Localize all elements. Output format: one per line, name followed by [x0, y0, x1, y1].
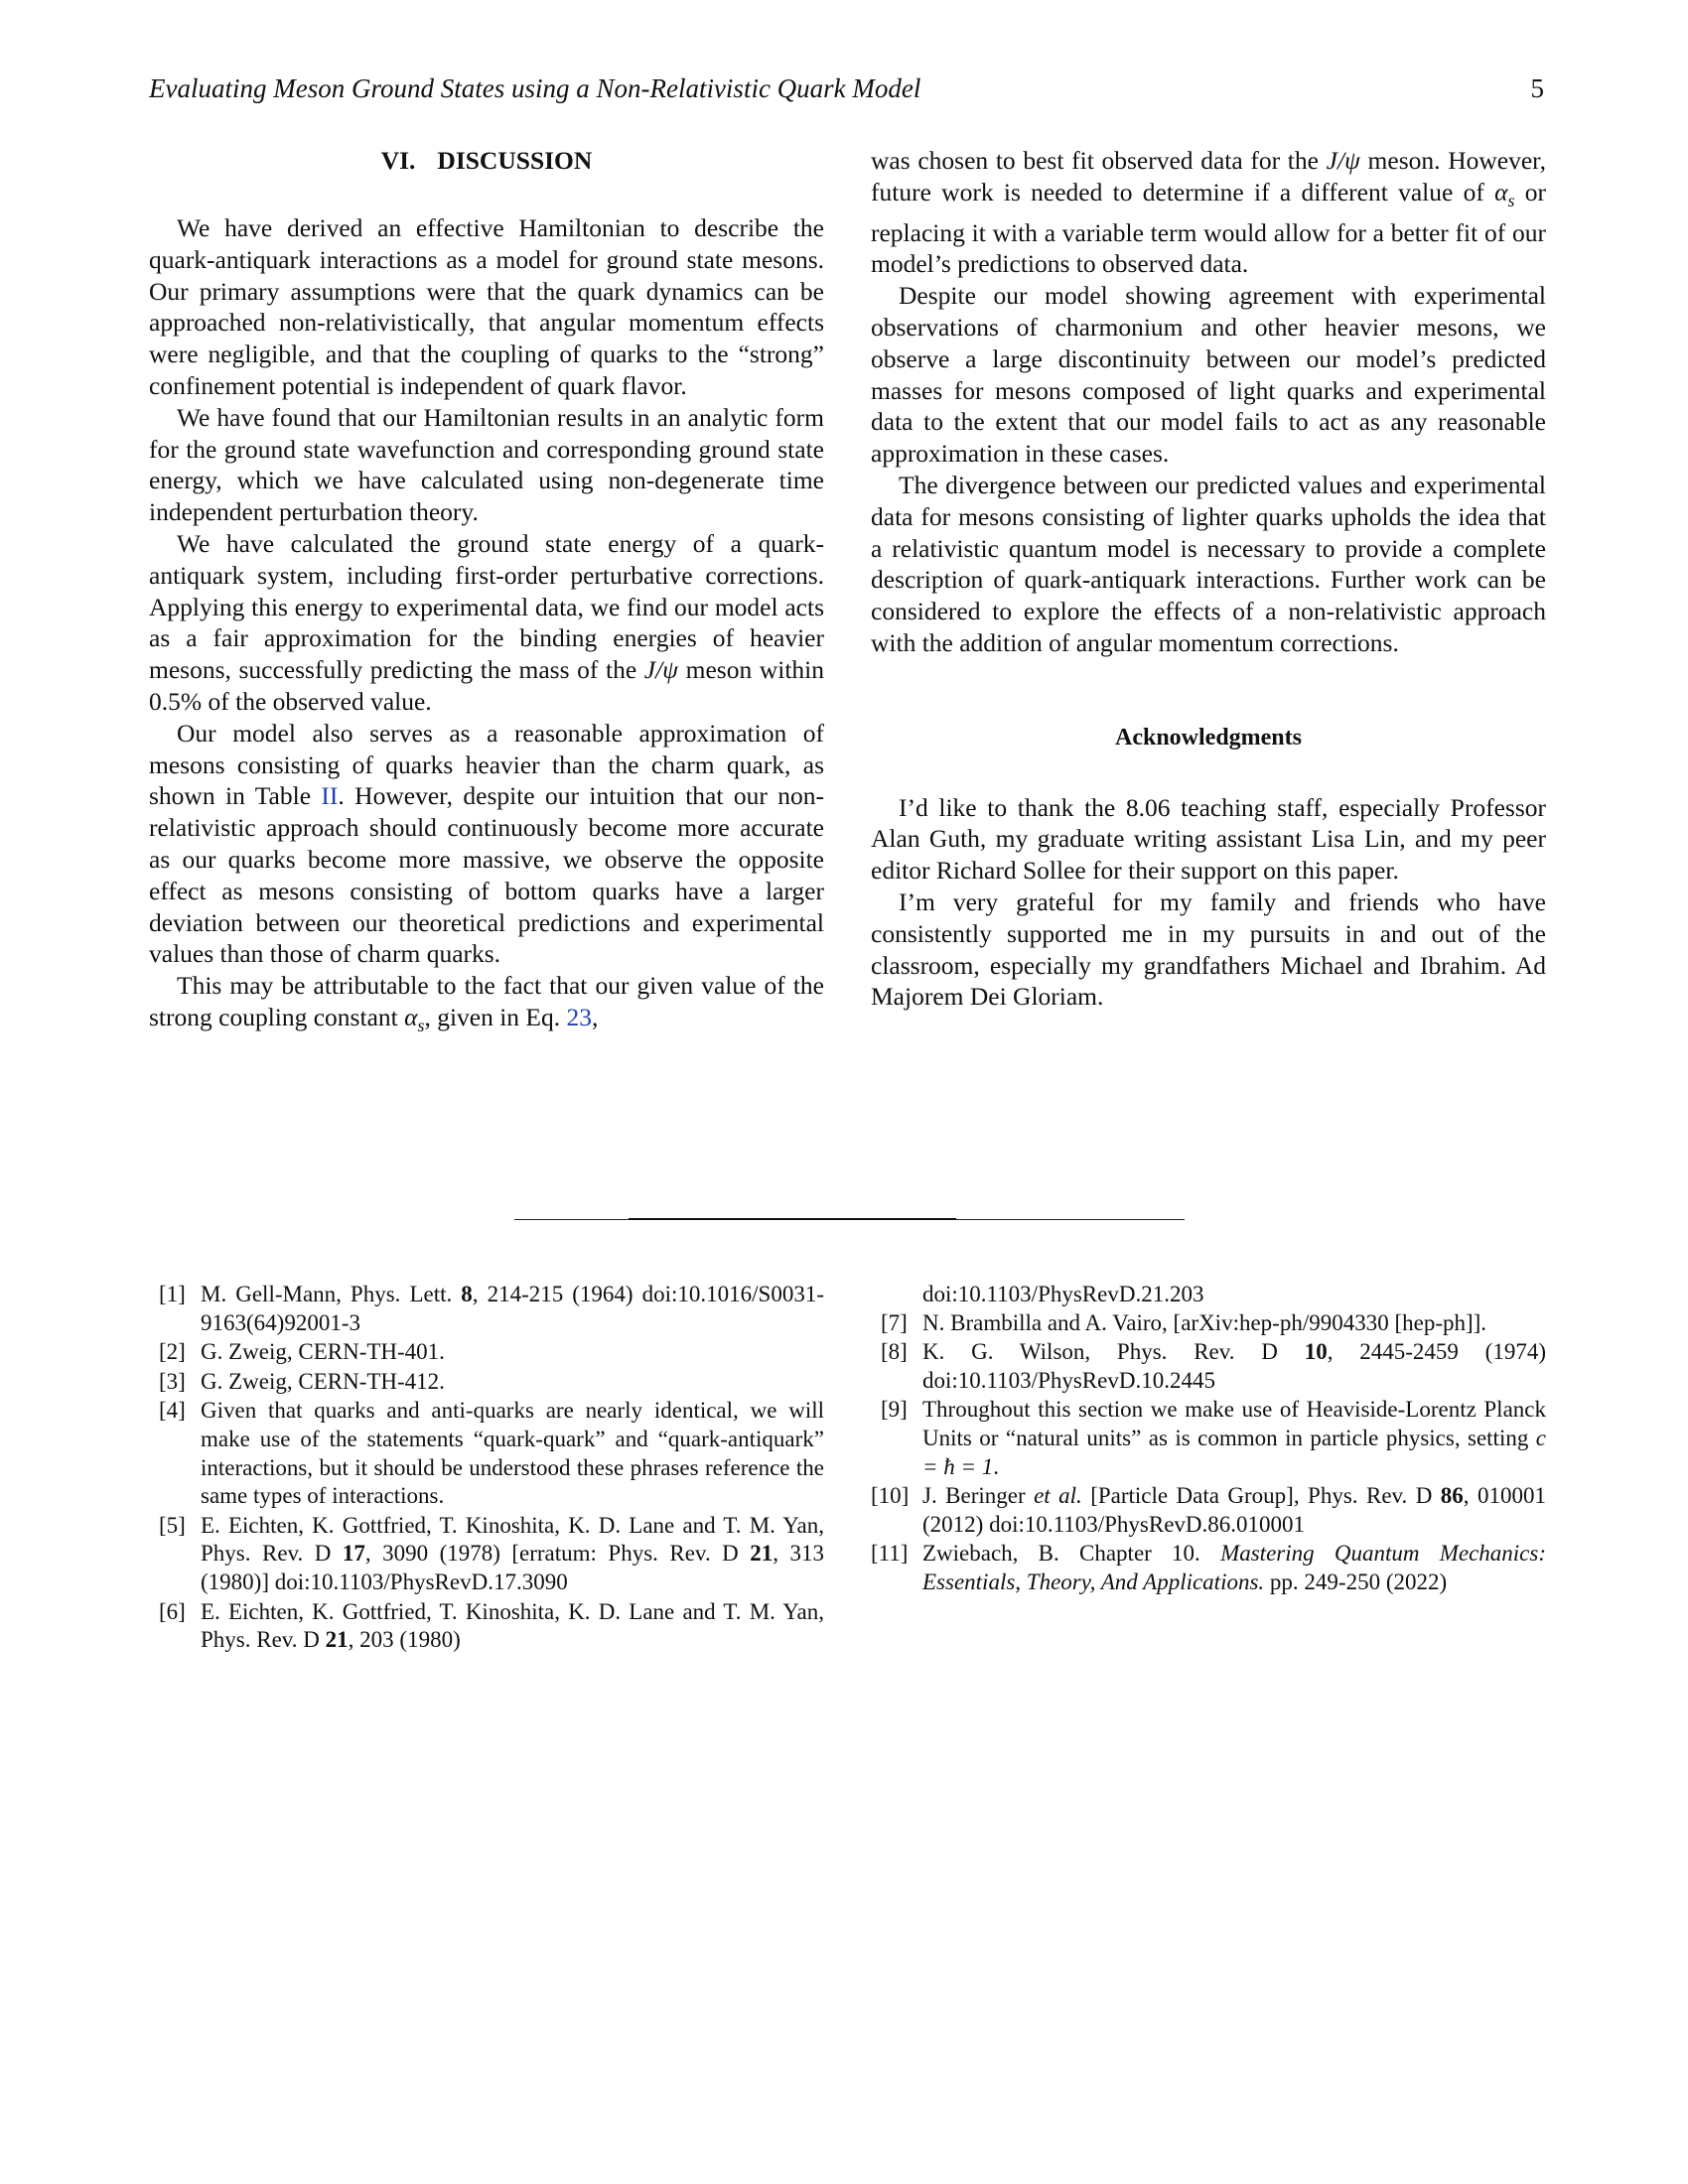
reference-tag: [3]: [159, 1368, 186, 1394]
text-run: , 3090 (1978) [erratum: Phys. Rev. D: [364, 1541, 751, 1567]
reference-tag: [1]: [159, 1282, 186, 1306]
text-run: E. Eichten, K. Gottfried, T. Kinoshita, K. D. Lane and T. M. Yan, Phys. Rev. D: [201, 1512, 824, 1567]
math-jpsi: J/ψ: [643, 655, 679, 685]
subscript: s: [417, 1016, 425, 1036]
reference-10: [871, 1482, 1546, 1539]
reference-2: [149, 1338, 824, 1367]
volume: 8: [461, 1282, 473, 1306]
discussion-paragraph-4: [149, 718, 824, 970]
reference-5: [149, 1512, 824, 1597]
references-left: [149, 1281, 824, 1656]
text-run: [Particle Data Group], Phys. Rev. D: [1081, 1483, 1441, 1509]
text-run: G. Zweig, CERN-TH-401.: [201, 1339, 445, 1365]
reference-1: [149, 1281, 824, 1337]
discussion-paragraph-2: We have found that our Hamiltonian results in an analytic form for the ground state wavefunction and corresponding ground state energy, which we have calculated using non-degenerate time independent perturbation theory.: [149, 402, 824, 527]
reference-tag: [5]: [159, 1512, 186, 1538]
discussion-paragraph-1: We have derived an effective Hamiltonian to describe the quark-antiquark interactions as a model for ground state mesons. Our primary assumptions were that the quark dynamics can be approached non-relativistically, that angular momentum effects were negligible, and that the coupling of quarks to the “strong” confinement potential is independent of quark flavor.: [149, 213, 824, 400]
text-run: , 2445-2459 (1974) doi:10.1103/PhysRevD.10.2445: [922, 1339, 1547, 1393]
text-run: K. G. Wilson, Phys. Rev. D: [922, 1339, 1305, 1365]
discussion-paragraph-5-continued: [871, 145, 1546, 280]
volume: 86: [1440, 1483, 1464, 1509]
reference-tag: [6]: [159, 1598, 186, 1624]
reference-tag: [4]: [159, 1398, 186, 1424]
et-al: et al.: [1034, 1483, 1082, 1509]
math-natural-units: c = ħ = 1: [922, 1425, 1546, 1479]
text-run: .: [993, 1453, 1000, 1479]
reference-tag: [10]: [871, 1483, 910, 1509]
text-run: N. Brambilla and A. Vairo, [arXiv:hep-ph/9904330 [hep-ph]].: [922, 1309, 1487, 1335]
discussion-paragraph-3: [149, 528, 824, 718]
reference-6: [149, 1598, 824, 1655]
volume: 21: [325, 1627, 349, 1653]
text-run: Zwiebach, B. Chapter 10.: [922, 1541, 1221, 1567]
reference-tag: [2]: [159, 1339, 186, 1365]
subscript: s: [1507, 190, 1515, 210]
left-column: [149, 145, 824, 1042]
text-run: G. Zweig, CERN-TH-412.: [201, 1368, 445, 1394]
text-run: J. Beringer: [922, 1483, 1035, 1509]
text-run: , 313 (1980)] doi:10.1103/PhysRevD.17.3090: [201, 1541, 824, 1594]
text-run: ,: [592, 1002, 599, 1031]
right-column: [871, 145, 1546, 1013]
reference-7: [871, 1309, 1546, 1338]
math-alpha-s: $\alpha_s$: [404, 1002, 425, 1036]
text-run: M. Gell-Mann, Phys. Lett.: [201, 1282, 462, 1306]
text-run: meson. However, future work is needed to determine if a different value of: [871, 146, 1547, 206]
text-run: , given in Eq.: [424, 1002, 567, 1031]
acknowledgments-paragraph-2: I’m very grateful for my family and friends who have consistently supported me in my pursuits in and out of the classroom, especially my grandfathers Michael and Ibrahim. Ad Majorem Dei Gloriam.: [871, 887, 1546, 1012]
text-run: Given that quarks and anti-quarks are nearly identical, we will make use of the statements “quark-quark” and “quark-antiquark” interactions, but it should be understood these phrases reference the same types of interactions.: [201, 1398, 824, 1509]
section-title: DISCUSSION: [437, 146, 593, 175]
text-run: or replacing it with a variable term would allow for a better fit of our model’s predictions to observed data.: [871, 177, 1546, 279]
reference-4: [149, 1397, 824, 1510]
text-run: We have calculated the ground state energy of a quark-antiquark system, including first-order perturbative corrections. Applying this energy to experimental data, we find our model acts as a fair approximation for the binding energies of heavier mesons, successfully predicting the mass of the: [149, 528, 824, 685]
volume: 10: [1304, 1339, 1328, 1365]
running-header: [149, 73, 1544, 113]
acknowledgments-paragraph-1: I’d like to thank the 8.06 teaching staff, especially Professor Alan Guth, my graduate writing assistant Lisa Lin, and my peer editor Richard Sollee for their support on this paper.: [871, 792, 1546, 886]
text-run: Throughout this section we make use of Heaviside-Lorentz Planck Units or “natural units” as is common in particle physics, setting: [922, 1397, 1546, 1450]
volume: 21: [750, 1541, 774, 1567]
reference-6-continued: doi:10.1103/PhysRevD.21.203: [922, 1282, 1204, 1306]
section-heading: [149, 145, 824, 177]
running-title: Evaluating Meson Ground States using a Non-Relativistic Quark Model: [149, 73, 921, 103]
reference-tag: [9]: [881, 1397, 908, 1423]
text-run: This may be attributable to the fact that our given value of the strong coupling constant: [149, 971, 824, 1031]
text-run: E. Eichten, K. Gottfried, T. Kinoshita, K. D. Lane and T. M. Yan, Phys. Rev. D: [201, 1598, 824, 1653]
discussion-paragraph-6: Despite our model showing agreement with experimental observations of charmonium and other heavier mesons, we observe a large discontinuity between our model’s predicted masses for mesons composed of light quarks and experimental data to the extent that our model fails to act as any reasonable approximation in these cases.: [871, 281, 1546, 469]
references-divider: [514, 1219, 1185, 1220]
reference-8: [871, 1338, 1546, 1395]
text-run: , 203 (1980): [348, 1627, 461, 1653]
references-right: [871, 1281, 1546, 1598]
text-run: meson within 0.5% of the observed value.: [149, 655, 824, 716]
math-jpsi: J/ψ: [1326, 146, 1360, 175]
text-run: was chosen to best fit observed data for the: [871, 146, 1327, 175]
discussion-paragraph-7: The divergence between our predicted values and experimental data for mesons consisting of lighter quarks upholds the idea that a relativistic quantum model is necessary to provide a complete description of quark-antiquark interactions. Further work can be considered to explore the effects of a non-relativistic approach with the addition of angular momentum corrections.: [871, 471, 1546, 658]
reference-11: [871, 1540, 1546, 1596]
text-run: , 010001 (2012) doi:10.1103/PhysRevD.86.010001: [922, 1483, 1546, 1537]
volume: 17: [342, 1541, 365, 1567]
text-run: , 214-215 (1964) doi:10.1016/S0031-9163(64)92001-3: [201, 1282, 824, 1335]
reference-tag: [11]: [871, 1541, 909, 1567]
acknowledgments-heading: Acknowledgments: [1114, 724, 1302, 751]
text-run: Our model also serves as a reasonable approximation of mesons consisting of quarks heavier than the charm quark, as shown in Table: [149, 718, 824, 811]
text-run: . However, despite our intuition that our non-relativistic approach should continuously become more accurate as our quarks become more massive, we observe the opposite effect as mesons consisting of bottom quarks have a larger deviation between our theoretical predictions and experimental values than those of charm quarks.: [149, 781, 824, 969]
section-number: VI.: [380, 146, 416, 175]
reference-tag: [8]: [881, 1339, 908, 1365]
page-number: 5: [1530, 73, 1544, 103]
math-alpha-s: $\alpha_s$: [1494, 177, 1515, 210]
equation-link[interactable]: 23: [566, 1002, 593, 1031]
divider-accent: [629, 1218, 956, 1220]
reference-9: [871, 1396, 1546, 1481]
discussion-paragraph-5: [149, 970, 824, 1042]
text-run: pp. 249-250 (2022): [1264, 1569, 1448, 1594]
reference-tag: [7]: [881, 1309, 908, 1335]
reference-3: [149, 1368, 824, 1397]
table-link[interactable]: II: [321, 781, 339, 811]
book-title: Mastering Quantum Mechanics: Essentials, Theory, And Applications.: [922, 1541, 1546, 1594]
